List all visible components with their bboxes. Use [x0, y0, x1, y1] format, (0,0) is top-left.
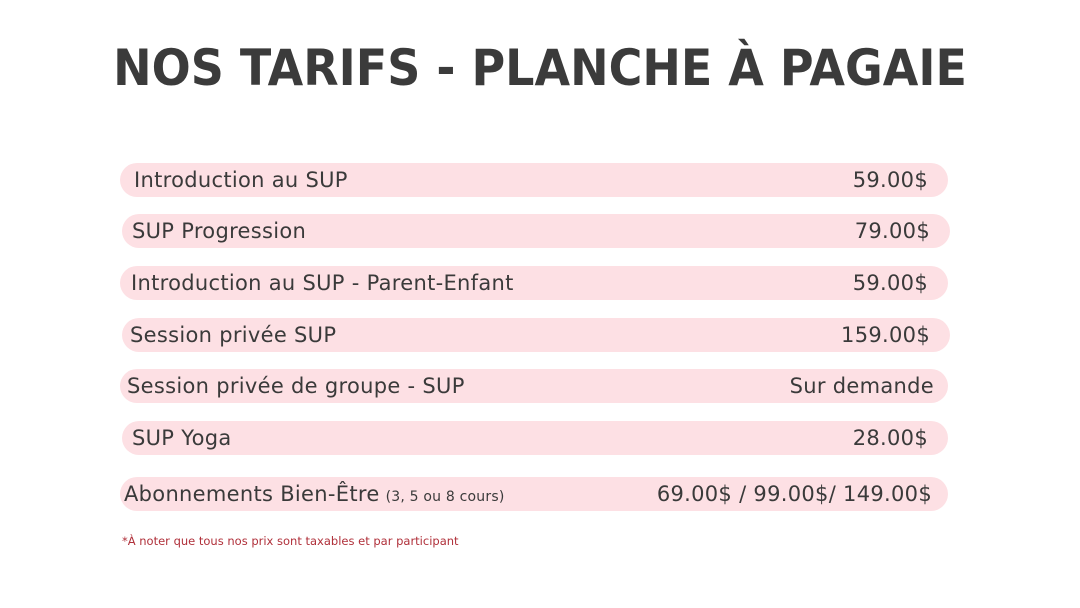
price-row-price: 28.00$ [852, 426, 928, 450]
page-title: NOS TARIFS - PLANCHE À PAGAIE [113, 39, 967, 97]
price-row-note: (3, 5 ou 8 cours) [385, 489, 505, 505]
price-row-introduction-sup [120, 163, 948, 197]
price-row-price: 59.00$ [852, 168, 928, 192]
price-row-sup-yoga [122, 421, 948, 455]
price-row-parent-enfant [120, 266, 948, 300]
price-row-label: Session privée de groupe - SUP [127, 374, 465, 398]
footnote: *À noter que tous nos prix sont taxables et par participant [122, 534, 459, 548]
price-row-label: SUP Yoga [132, 426, 232, 450]
price-row-price: 69.00$ / 99.00$/ 149.00$ [656, 482, 932, 506]
price-row-price: 59.00$ [852, 271, 928, 295]
price-row-price: 159.00$ [841, 323, 930, 347]
price-row-session-privee [122, 318, 950, 352]
price-row-sup-progression [122, 214, 950, 248]
price-row-abonnements [120, 477, 948, 511]
price-row-label: SUP Progression [132, 219, 307, 243]
price-row-price: Sur demande [789, 374, 934, 398]
price-row-label: Session privée SUP [130, 323, 337, 347]
price-row-label [124, 482, 504, 506]
price-row-label: Introduction au SUP [134, 168, 348, 192]
price-row-label: Introduction au SUP - Parent-Enfant [131, 271, 514, 295]
price-row-label-text: Abonnements Bien-Être [124, 482, 380, 506]
price-row-session-groupe [120, 369, 948, 403]
price-row-price: 79.00$ [854, 219, 930, 243]
